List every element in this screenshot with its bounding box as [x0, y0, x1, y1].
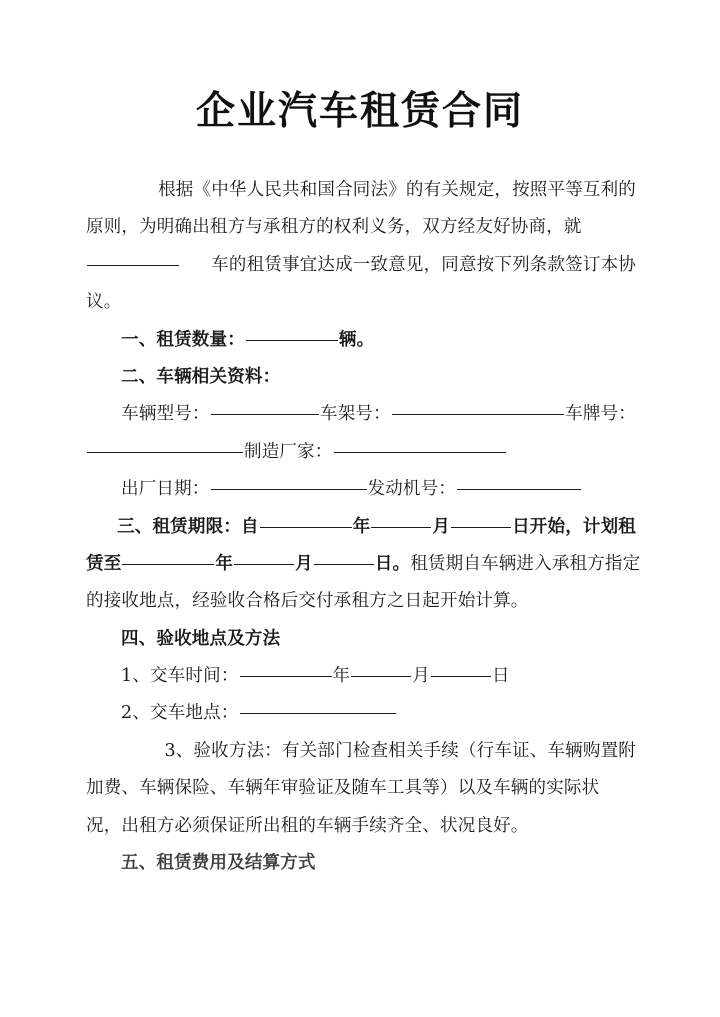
blank-vehicle-plate[interactable] — [87, 437, 243, 453]
blank-vehicle-type[interactable] — [86, 247, 180, 284]
blank-engine-no[interactable] — [457, 474, 581, 490]
section-3-heading-line-2 — [86, 546, 641, 583]
section-5-label: 五、租赁费用及结算方式 — [121, 853, 316, 874]
section-4-label: 四、验收地点及方法 — [121, 628, 281, 649]
unit-day: 日。 — [374, 553, 411, 574]
preamble-line-2-text: 原则，为明确出租方与承租方的权利义务，双方经友好协商，就 — [86, 217, 582, 238]
section-5-heading — [86, 845, 636, 882]
section-3-start-tail: 日开始，计划租 — [512, 516, 636, 537]
section-2-label: 二、车辆相关资料： — [121, 366, 281, 387]
section-4-item-3-line-1 — [86, 733, 636, 770]
section-3-line-2-text: 租赁期自车辆进入承租方指定 — [410, 553, 641, 574]
label-delivery-place: 2、交车地点： — [121, 703, 239, 724]
unit-month: 月 — [295, 553, 313, 574]
label-made-date: 出厂日期： — [121, 479, 210, 500]
indent-spacer — [86, 733, 121, 770]
blank-end-year[interactable] — [121, 546, 215, 583]
blank-vehicle-vin[interactable] — [391, 396, 565, 433]
section-3-line-3-text: 的接收地点，经验收合格后交付承租方之日起开始计算。 — [86, 591, 529, 612]
blank-start-year[interactable] — [259, 509, 353, 546]
unit-month: 月 — [432, 516, 451, 537]
unit-year: 年 — [352, 516, 371, 537]
label-vehicle-vin: 车架号： — [320, 404, 391, 425]
label-delivery-time: 1、交车时间： — [121, 666, 239, 687]
blank-rental-quantity[interactable] — [246, 325, 338, 341]
section-3-heading-line-1 — [86, 509, 636, 546]
label-vehicle-plate: 车牌号： — [565, 404, 636, 425]
section-4-item-2 — [86, 695, 636, 732]
label-engine-no: 发动机号： — [367, 479, 456, 500]
section-1-label: 一、租赁数量： — [121, 329, 245, 350]
indent-spacer — [86, 396, 121, 433]
blank-end-day[interactable] — [313, 546, 375, 583]
blank-vehicle-model[interactable] — [210, 396, 320, 433]
blank-made-date[interactable] — [211, 474, 367, 490]
vehicle-info-line-1 — [86, 396, 636, 433]
section-4-item-1 — [86, 658, 636, 695]
section-1-unit: 辆。 — [338, 329, 375, 350]
label-manufacturer: 制造厂家： — [244, 441, 333, 462]
paragraph-preamble-line-1 — [86, 172, 636, 209]
paragraph-preamble-line-3 — [86, 247, 636, 284]
section-4-item-3-line-2 — [86, 770, 636, 807]
section-3-end-label: 赁至 — [86, 553, 122, 574]
blank-start-month[interactable] — [370, 509, 432, 546]
section-4-item-3-line-3 — [86, 808, 636, 845]
paragraph-preamble-line-2 — [86, 209, 636, 246]
section-4-item-3-line-2-text: 加费、车辆保险、车辆年审验证及随车工具等）以及车辆的实际状 — [86, 778, 600, 799]
unit-year: 年 — [215, 553, 234, 574]
blank-delivery-month[interactable] — [351, 661, 411, 677]
section-4-heading — [86, 621, 636, 658]
vehicle-info-line-3 — [86, 471, 636, 508]
section-3-label: 三、租赁期限：自 — [117, 516, 259, 537]
document-body — [86, 172, 641, 882]
indent-spacer — [86, 172, 121, 209]
blank-end-month[interactable] — [233, 546, 295, 583]
unit-year: 年 — [332, 666, 351, 687]
paragraph-preamble-line-4 — [86, 284, 636, 321]
blank-start-day[interactable] — [450, 509, 512, 546]
unit-month: 月 — [412, 666, 430, 687]
blank-delivery-day[interactable] — [431, 661, 491, 677]
vehicle-info-line-2 — [86, 434, 636, 471]
preamble-line-1-text: 根据《中华人民共和国合同法》的有关规定，按照平等互利的 — [158, 180, 636, 200]
section-4-item-3-line-3-text: 况，出租方必须保证所出租的车辆手续齐全、状况良好。 — [86, 815, 529, 836]
section-3-line-3 — [86, 583, 636, 620]
label-vehicle-model: 车辆型号： — [121, 404, 210, 425]
preamble-line-4-text: 议。 — [86, 292, 122, 313]
unit-day: 日 — [491, 666, 510, 687]
indent-spacer — [86, 509, 117, 546]
section-2-heading — [86, 359, 636, 396]
page-title: 企业汽车租赁合同 — [195, 88, 524, 134]
blank-delivery-place[interactable] — [240, 698, 396, 714]
section-4-item-3-line-1-text: 3、验收方法：有关部门检查相关手续（行车证、车辆购置附 — [164, 740, 636, 761]
blank-manufacturer[interactable] — [334, 437, 506, 453]
blank-delivery-year[interactable] — [240, 661, 332, 677]
section-1-heading — [86, 322, 636, 359]
preamble-line-3-text: 车的租赁事宜达成一致意见，同意按下列条款签订本协 — [211, 254, 636, 275]
